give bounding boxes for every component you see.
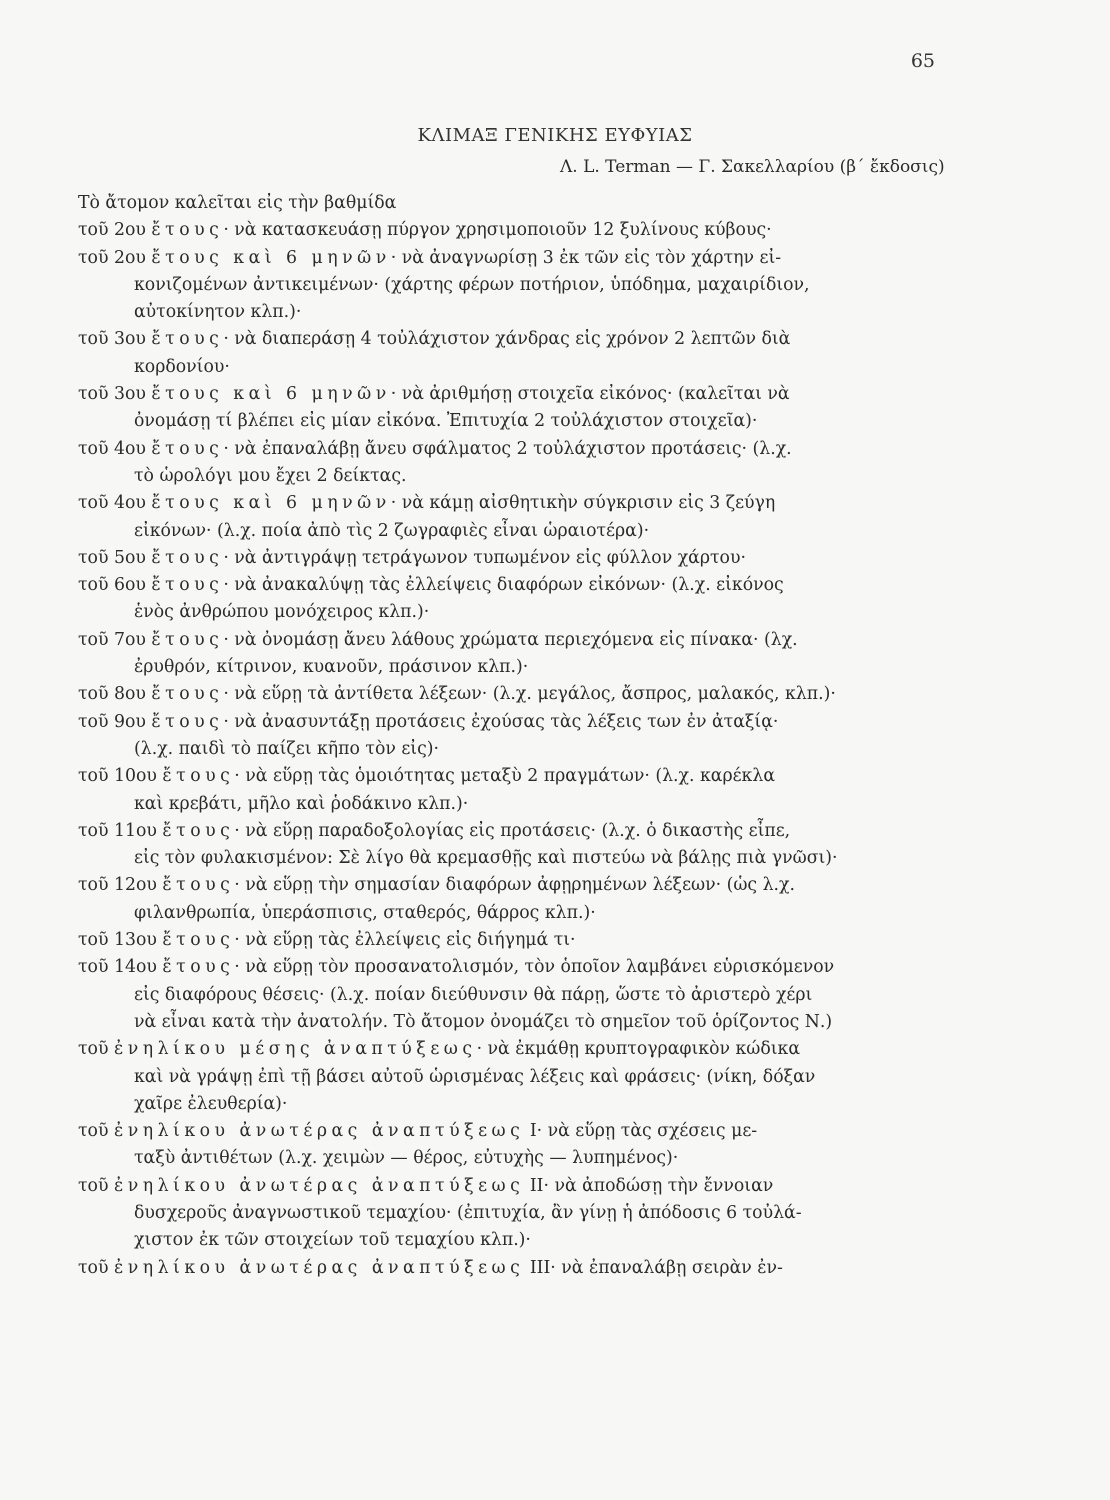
line-text: τοῦ 8ου xyxy=(78,684,152,705)
scale-entry-line xyxy=(78,872,946,899)
line-text-rest: ΙΙΙ· νὰ ἐπαναλάβῃ σειρὰν ἐν- xyxy=(524,1257,783,1278)
authors-line: Λ. L. Terman — Γ. Σακελλαρίου (β΄ ἔκδοσις) xyxy=(560,157,945,177)
line-text-rest: ΙΙ· νὰ ἀποδώσῃ τὴν ἔννοιαν xyxy=(524,1175,774,1196)
line-text: τοῦ 3ου xyxy=(78,329,152,350)
line-text: ἐρυθρόν, κίτρινον, κυανοῦν, πράσινον κλπ.)· xyxy=(134,657,529,678)
spaced-age-term: ἔτους xyxy=(151,575,224,596)
spaced-age-term: ἔτους xyxy=(151,329,224,350)
line-text: χιστον ἐκ τῶν στοιχείων τοῦ τεμαχίου κλπ.)· xyxy=(134,1230,531,1251)
line-text-rest: · νὰ διαπεράσῃ 4 τοὐλάχιστον χάνδρας εἰς χρόνον 2 λεπτῶν διὰ xyxy=(223,329,791,350)
continuation-line xyxy=(78,299,946,326)
line-text-rest: · νὰ ἀνακαλύψῃ τὰς ἐλλείψεις διαφόρων εἰκόνων· (λ.χ. εἰκόνος xyxy=(223,575,784,596)
intro-line: Τὸ ἄτομον καλεῖται εἰς τὴν βαθμίδα xyxy=(78,193,397,213)
line-text: χαῖρε ἐλευθερία)· xyxy=(134,1093,288,1114)
line-text: τοῦ 4ου xyxy=(78,493,152,514)
scale-entry-line xyxy=(78,763,946,790)
continuation-line xyxy=(78,408,946,435)
line-text: τοῦ 5ου xyxy=(78,547,152,568)
scale-entry-line xyxy=(78,627,946,654)
line-text-rest: · νὰ ὀνομάσῃ ἄνευ λάθους χρώματα περιεχόμενα εἰς πίνακα· (λχ. xyxy=(223,629,798,650)
line-text: εἰς διαφόρους θέσεις· (λ.χ. ποίαν διεύθυνσιν θὰ πάρῃ, ὥστε τὸ ἀριστερὸ χέρι xyxy=(134,984,813,1005)
continuation-line xyxy=(78,1227,946,1254)
continuation-line xyxy=(78,791,946,818)
line-text: εἰς τὸν φυλακισμένον: Σὲ λίγο θὰ κρεμασθῇς καὶ πιστεύω νὰ βάλῃς πιὰ γνῶσι)· xyxy=(134,848,838,869)
spaced-age-term: ἔτους xyxy=(162,930,235,951)
line-text: τοῦ 11ου xyxy=(78,820,163,841)
line-text: τοῦ 14ου xyxy=(78,957,163,978)
line-text-rest: · νὰ ἀριθμήσῃ στοιχεῖα εἰκόνος· (καλεῖται νὰ xyxy=(390,384,790,405)
line-text-rest: · νὰ εὕρῃ τὰς ἐλλείψεις εἰς διήγημά τι· xyxy=(234,930,576,951)
line-text-rest: · νὰ εὕρῃ παραδοξολογίας εἰς προτάσεις· (λ.χ. ὁ δικαστὴς εἶπε, xyxy=(234,820,791,841)
scale-entry-line xyxy=(78,490,946,517)
line-text: τὸ ὡρολόγι μου ἔχει 2 δείκτας. xyxy=(134,465,407,486)
page-title: ΚΛΙΜΑΞ ΓΕΝΙΚΗΣ ΕΥΦΥΙΑΣ xyxy=(417,125,693,146)
spaced-age-term: ἔτους καὶ 6 μηνῶν xyxy=(151,247,391,268)
scale-entry-line xyxy=(78,709,946,736)
continuation-line xyxy=(78,272,946,299)
spaced-age-term: ἔτους xyxy=(162,875,235,896)
spaced-age-term: ἔτους xyxy=(151,629,224,650)
line-text-rest: · νὰ κατασκευάσῃ πύργον χρησιμοποιοῦν 12 ξυλίνους κύβους· xyxy=(223,220,772,241)
spaced-age-term: ἔτους xyxy=(151,547,224,568)
line-text-rest: · νὰ ἀναγνωρίσῃ 3 ἐκ τῶν εἰς τὸν χάρτην εἰ- xyxy=(390,247,782,268)
line-text: καὶ κρεβάτι, μῆλο καὶ ῥοδάκινο κλπ.)· xyxy=(134,793,469,814)
line-text-rest: · νὰ ἀνασυντάξῃ προτάσεις ἐχούσας τὰς λέξεις των ἐν ἀταξίᾳ· xyxy=(223,711,779,732)
scale-entry-line xyxy=(78,381,946,408)
line-text: τοῦ 10ου xyxy=(78,766,163,787)
line-text: τοῦ 12ου xyxy=(78,875,163,896)
line-text-rest: · νὰ κάμῃ αἰσθητικὴν σύγκρισιν εἰς 3 ζεύγη xyxy=(390,493,776,514)
scale-entry-line xyxy=(78,245,946,272)
scale-entry-line xyxy=(78,1173,946,1200)
line-text: ὀνομάσῃ τί βλέπει εἰς μίαν εἰκόνα. Ἐπιτυχία 2 τοὐλάχιστον στοιχεῖα)· xyxy=(134,411,758,432)
continuation-line xyxy=(78,1200,946,1227)
spaced-age-term: ἔτους xyxy=(151,684,224,705)
line-text: ἑνὸς ἀνθρώπου μονόχειρος κλπ.)· xyxy=(134,602,430,623)
spaced-age-term: ἔτους xyxy=(151,438,224,459)
scale-entry-line xyxy=(78,818,946,845)
scale-entry-line xyxy=(78,545,946,572)
scale-entry-line xyxy=(78,1255,946,1282)
line-text: τοῦ xyxy=(78,1175,114,1196)
scale-lines xyxy=(78,217,946,1282)
line-text-rest: · νὰ ἐκμάθῃ κρυπτογραφικὸν κώδικα xyxy=(476,1039,801,1060)
line-text-rest: · νὰ εὕρῃ τὰς ὁμοιότητας μεταξὺ 2 πραγμάτων· (λ.χ. καρέκλα xyxy=(234,766,775,787)
spaced-age-term: ἔτους καὶ 6 μηνῶν xyxy=(151,493,391,514)
scale-entry-line xyxy=(78,681,946,708)
line-text: τοῦ xyxy=(78,1039,114,1060)
line-text: κονιζομένων ἀντικειμένων· (χάρτης φέρων ποτήριον, ὑπόδημα, μαχαιρίδιον, xyxy=(134,274,810,295)
spaced-age-term: ἔτους xyxy=(162,957,235,978)
spaced-age-term: ἐνηλίκου ἀνωτέρας ἀναπτύξεως xyxy=(113,1121,525,1142)
scale-entry-line xyxy=(78,572,946,599)
continuation-line xyxy=(78,354,946,381)
line-text: τοῦ xyxy=(78,1257,114,1278)
continuation-line xyxy=(78,1145,946,1172)
line-text: τοῦ 6ου xyxy=(78,575,152,596)
continuation-line xyxy=(78,845,946,872)
scale-entry-line xyxy=(78,927,946,954)
spaced-age-term: ἔτους xyxy=(162,766,235,787)
line-text: τοῦ 3ου xyxy=(78,384,152,405)
line-text-rest: Ι· νὰ εὕρῃ τὰς σχέσεις με- xyxy=(524,1121,758,1142)
continuation-line xyxy=(78,518,946,545)
line-text: (λ.χ. παιδὶ τὸ παίζει κῆπο τὸν εἰς)· xyxy=(134,738,439,759)
spaced-age-term: ἐνηλίκου ἀνωτέρας ἀναπτύξεως xyxy=(113,1257,525,1278)
scale-entry-line xyxy=(78,1036,946,1063)
scale-entry-line xyxy=(78,954,946,981)
line-text: εἰκόνων· (λ.χ. ποία ἀπὸ τὶς 2 ζωγραφιὲς εἶναι ὡραιοτέρα)· xyxy=(134,520,650,541)
continuation-line xyxy=(78,463,946,490)
spaced-age-term: ἔτους xyxy=(162,820,235,841)
spaced-age-term: ἔτους xyxy=(151,220,224,241)
continuation-line xyxy=(78,1009,946,1036)
line-text: δυσχεροῦς ἀναγνωστικοῦ τεμαχίου· (ἐπιτυχία, ἂν γίνῃ ἡ ἀπόδοσις 6 τοὐλά- xyxy=(134,1202,802,1223)
spaced-age-term: ἐνηλίκου μέσης ἀναπτύξεως xyxy=(113,1039,477,1060)
line-text: τοῦ 9ου xyxy=(78,711,152,732)
continuation-line xyxy=(78,736,946,763)
line-text: τοῦ 7ου xyxy=(78,629,152,650)
spaced-age-term: ἐνηλίκου ἀνωτέρας ἀναπτύξεως xyxy=(113,1175,525,1196)
page-number: 65 xyxy=(910,50,935,72)
scale-entry-line xyxy=(78,326,946,353)
line-text-rest: · νὰ εὕρῃ τὸν προσανατολισμόν, τὸν ὁποῖον λαμβάνει εὑρισκόμενον xyxy=(234,957,835,978)
continuation-line xyxy=(78,654,946,681)
spaced-age-term: ἔτους xyxy=(151,711,224,732)
scale-entry-line xyxy=(78,217,946,244)
continuation-line xyxy=(78,599,946,626)
document-body xyxy=(78,190,946,1282)
line-text: τοῦ 2ου xyxy=(78,247,152,268)
line-text-rest: · νὰ εὕρῃ τὰ ἀντίθετα λέξεων· (λ.χ. μεγάλος, ἄσπρος, μαλακός, κλπ.)· xyxy=(223,684,836,705)
continuation-line xyxy=(78,982,946,1009)
line-text: ταξὺ ἀντιθέτων (λ.χ. χειμὼν — θέρος, εὐτυχὴς — λυπημένος)· xyxy=(134,1148,679,1169)
spaced-age-term: ἔτους καὶ 6 μηνῶν xyxy=(151,384,391,405)
scale-entry-line xyxy=(78,1118,946,1145)
continuation-line xyxy=(78,1064,946,1091)
line-text: καὶ νὰ γράψῃ ἐπὶ τῇ βάσει αὐτοῦ ὡρισμένας λέξεις καὶ φράσεις· (νίκη, δόξαν xyxy=(134,1066,816,1087)
line-text-rest: · νὰ ἐπαναλάβῃ ἄνευ σφάλματος 2 τοὐλάχιστον προτάσεις· (λ.χ. xyxy=(223,438,792,459)
continuation-line xyxy=(78,900,946,927)
line-text: τοῦ xyxy=(78,1121,114,1142)
line-text: τοῦ 2ου xyxy=(78,220,152,241)
line-text: φιλανθρωπία, ὑπεράσπισις, σταθερός, θάρρος κλπ.)· xyxy=(134,902,596,923)
line-text-rest: · νὰ εὕρῃ τὴν σημασίαν διαφόρων ἀφῃρημένων λέξεων· (ὡς λ.χ. xyxy=(234,875,796,896)
line-text: κορδονίου· xyxy=(134,356,230,377)
line-text: αὐτοκίνητον κλπ.)· xyxy=(134,302,302,323)
line-text: νὰ εἶναι κατὰ τὴν ἀνατολήν. Τὸ ἄτομον ὀνομάζει τὸ σημεῖον τοῦ ὁρίζοντος Ν.) xyxy=(134,1011,833,1032)
line-text: τοῦ 4ου xyxy=(78,438,152,459)
line-text: τοῦ 13ου xyxy=(78,930,163,951)
scale-entry-line xyxy=(78,436,946,463)
continuation-line xyxy=(78,1091,946,1118)
line-text-rest: · νὰ ἀντιγράψῃ τετράγωνον τυπωμένον εἰς φύλλον χάρτου· xyxy=(223,547,746,568)
